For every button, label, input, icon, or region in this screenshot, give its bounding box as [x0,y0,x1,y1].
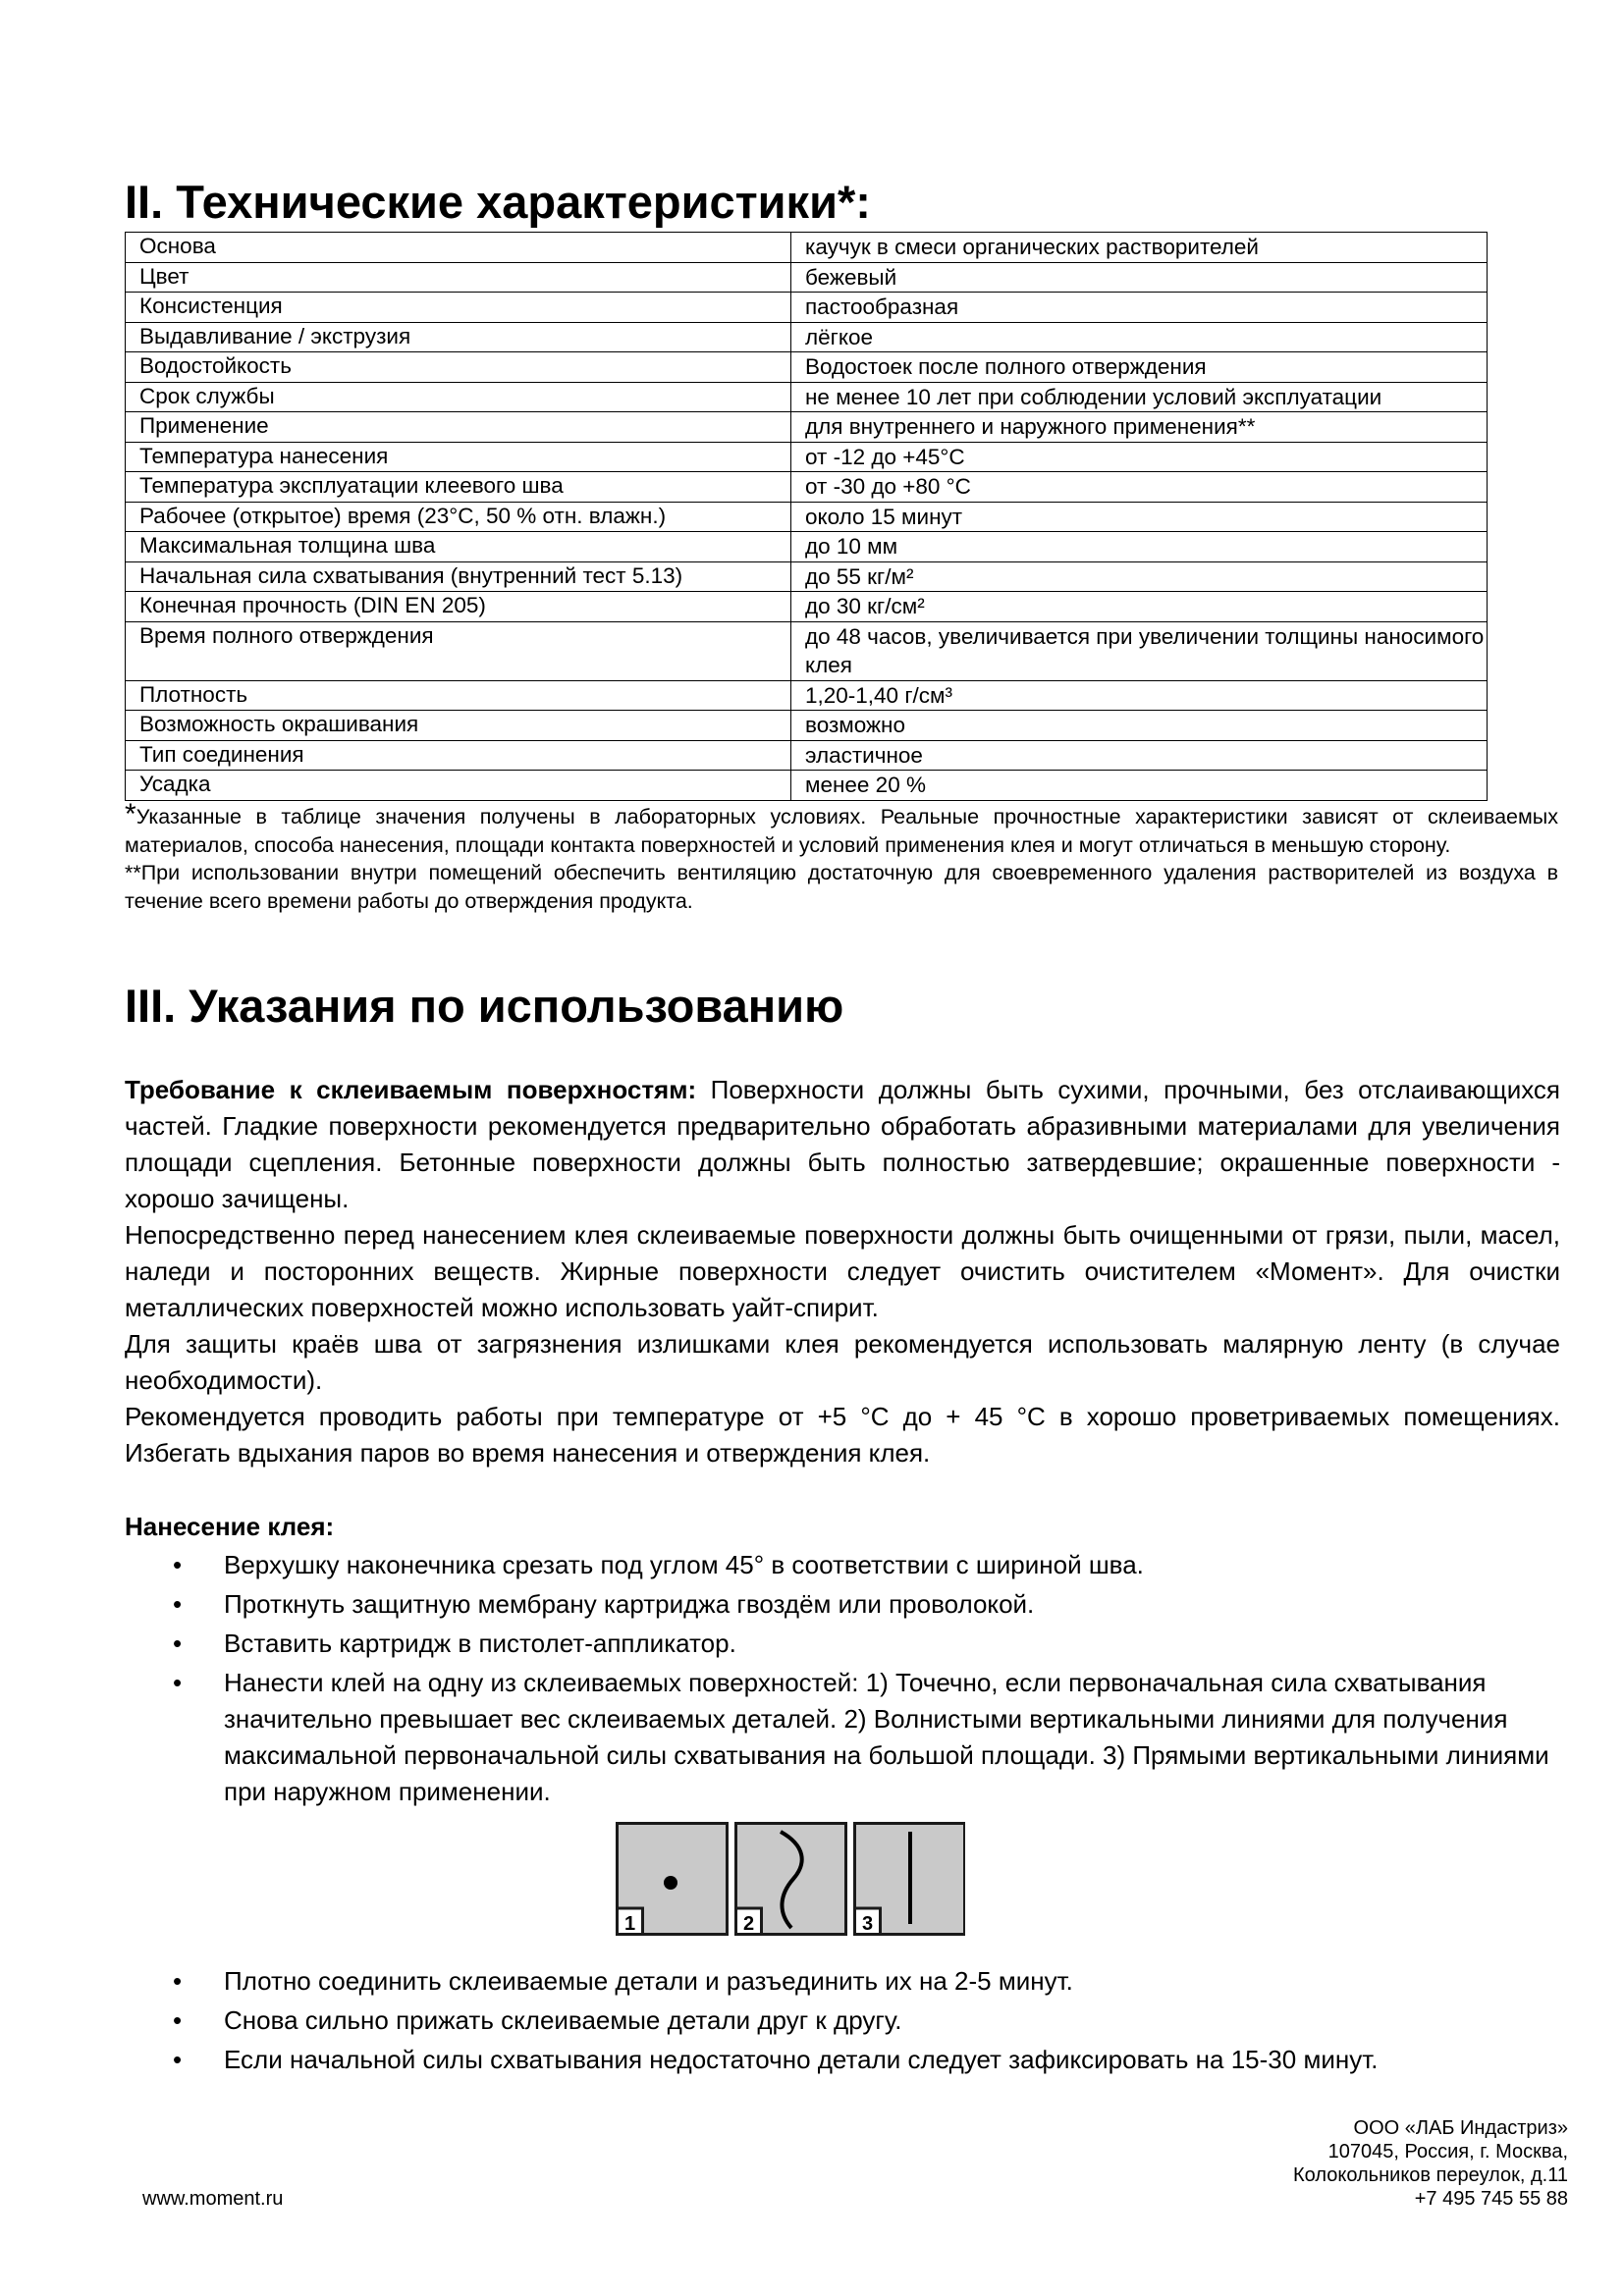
spec-value-cell: до 48 часов, увеличивается при увеличении толщины наносимого клея [791,621,1488,680]
footnote-2: **При использовании внутри помещений обеспечить вентиляцию достаточную для своевременного удаления растворителей из воздуха в течение всего времени работы до отверждения продукта. [125,861,1558,913]
spec-value-cell: менее 20 % [791,771,1488,801]
spec-property-cell: Рабочее (открытое) время (23°С, 50 % отн. влажн.) [126,502,791,532]
spec-property-cell: Конечная прочность (DIN EN 205) [126,592,791,622]
bullet-icon: • [173,1966,183,1996]
bullet-icon: • [173,1589,183,1619]
temperature-paragraph: Рекомендуется проводить работы при температуре от +5 °С до + 45 °С в хорошо проветриваемых помещениях. Избегать вдыхания паров во время нанесения и отверждения клея. [125,1402,1560,1468]
spec-property-cell: Температура эксплуатации клеевого шва [126,472,791,503]
spec-property-cell: Водостойкость [126,352,791,383]
address-line-2: Колокольников переулок, д.11 [1293,2164,1568,2186]
bullet-icon: • [173,1629,183,1658]
bullet-icon: • [173,1668,183,1697]
table-row [126,293,1488,323]
spec-value-cell: от -30 до +80 °С [791,472,1488,503]
list-item-text: Плотно соединить склеиваемые детали и разъединить их на 2-5 минут. [224,1966,1073,1996]
company-address [1293,2116,1568,2211]
spec-property-cell: Основа [126,233,791,263]
spec-property-cell: Плотность [126,680,791,711]
table-row [126,472,1488,503]
bullet-icon: • [173,2045,183,2074]
table-footnotes [125,798,1558,915]
bullet-icon: • [173,2005,183,2035]
table-row [126,532,1488,562]
table-row [126,592,1488,622]
application-patterns-figure [616,1822,965,1938]
list-item [125,1626,1560,1662]
spec-property-cell: Применение [126,412,791,443]
list-item [125,2002,1560,2039]
spec-value-cell: Водостоек после полного отверждения [791,352,1488,383]
table-row [126,352,1488,383]
spec-property-cell: Тип соединения [126,740,791,771]
pattern-straight-panel [855,1824,965,1936]
spec-property-cell: Начальная сила схватывания (внутренний тест 5.13) [126,561,791,592]
spec-property-cell: Цвет [126,262,791,293]
spec-property-cell: Максимальная толщина шва [126,532,791,562]
company-name: ООО «ЛАБ Индастриз» [1353,2117,1568,2139]
table-row [126,771,1488,801]
list-item-text: Верхушку наконечника срезать под углом 45° в соответствии с шириной шва. [224,1550,1144,1579]
table-row [126,233,1488,263]
list-item [125,1586,1560,1623]
surface-requirements-label: Требование к склеиваемым поверхностям: [125,1075,697,1104]
spec-property-cell: Выдавливание / экструзия [126,322,791,352]
spec-value-cell: до 10 мм [791,532,1488,562]
surface-requirements-paragraph [125,1072,1560,1217]
panel-number: 1 [623,1913,636,1935]
table-row [126,382,1488,412]
spec-property-cell: Срок службы [126,382,791,412]
table-row [126,621,1488,680]
list-item-text: Если начальной силы схватывания недостаточно детали следует зафиксировать на 15-30 минут. [224,2045,1379,2074]
table-row [126,322,1488,352]
spec-value-cell: пастообразная [791,293,1488,323]
pattern-dots-panel [618,1824,728,1936]
specs-table-body [126,233,1488,801]
pattern-wavy-panel [736,1824,846,1936]
list-item [125,1547,1560,1583]
phone-number: +7 495 745 55 88 [1414,2188,1568,2210]
section-2-title: II. Технические характеристики*: [125,176,871,228]
spec-value-cell: до 55 кг/м² [791,561,1488,592]
table-row [126,561,1488,592]
application-steps-list-2 [125,1963,1560,2081]
specs-table [125,232,1488,801]
spec-property-cell: Усадка [126,771,791,801]
spec-value-cell: возможно [791,711,1488,741]
spec-value-cell: для внутреннего и наружного применения** [791,412,1488,443]
table-row [126,262,1488,293]
application-title: Нанесение клея: [125,1512,335,1541]
spec-value-cell: каучук в смеси органических растворителей [791,233,1488,263]
usage-instructions [125,1072,1560,1471]
footnote-1-star: * [125,798,136,830]
table-row [126,740,1488,771]
list-item-text: Вставить картридж в пистолет-аппликатор. [224,1629,736,1658]
spec-value-cell: до 30 кг/см² [791,592,1488,622]
list-item [125,1665,1560,1810]
surface-requirements-text: Поверхности должны быть сухими, прочными, без отслаивающихся частей. Гладкие поверхности рекомендуется предварительно обработать абразивными материалами для увеличения площади сцепления. Бетонные поверхности должны быть полностью затвердевшие; окрашенные поверхности - хорошо зачищены. [125,1075,1560,1213]
website-link[interactable]: www.moment.ru [142,2188,284,2210]
spec-value-cell: не менее 10 лет при соблюдении условий эксплуатации [791,382,1488,412]
dot-pattern-icon [664,1876,677,1890]
table-row [126,680,1488,711]
application-steps-list [125,1547,1560,1813]
spec-value-cell: лёгкое [791,322,1488,352]
section-3-title: III. Указания по использованию [125,980,844,1032]
footnote-1-text: Указанные в таблице значения получены в лабораторных условиях. Реальные прочностные характеристики зависят от склеиваемых материалов, способа нанесения, площади контакта поверхностей и условий применения клея и могут отличаться в меньшую сторону. [125,805,1558,857]
address-line-1: 107045, Россия, г. Москва, [1327,2141,1568,2163]
table-row [126,442,1488,472]
tape-paragraph: Для защиты краёв шва от загрязнения излишками клея рекомендуется использовать малярную ленту (в случае необходимости). [125,1329,1560,1395]
list-item-text: Нанести клей на одну из склеиваемых поверхностей: 1) Точечно, если первоначальная сила схватывания значительно превышает вес склеиваемых деталей. 2) Волнистыми вертикальными линиями для получения максимальной первоначальной силы схватывания на большой площади. 3) Прямыми вертикальными линиями при наружном применении. [224,1668,1549,1806]
spec-property-cell: Возможность окрашивания [126,711,791,741]
cleaning-paragraph: Непосредственно перед нанесением клея склеиваемые поверхности должны быть очищенными от грязи, пыли, масел, наледи и посторонних веществ. Жирные поверхности следует очистить очистителем «Момент». Для очистки металлических поверхностей можно использовать уайт-спирит. [125,1220,1560,1322]
spec-value-cell: бежевый [791,262,1488,293]
spec-value-cell: 1,20-1,40 г/см³ [791,680,1488,711]
spec-value-cell: эластичное [791,740,1488,771]
panel-number: 3 [861,1913,874,1935]
table-row [126,502,1488,532]
spec-property-cell: Время полного отверждения [126,621,791,680]
table-row [126,412,1488,443]
spec-value-cell: около 15 минут [791,502,1488,532]
list-item-text: Снова сильно прижать склеиваемые детали друг к другу. [224,2005,902,2035]
list-item-text: Проткнуть защитную мембрану картриджа гвоздём или проволокой. [224,1589,1035,1619]
table-row [126,711,1488,741]
spec-property-cell: Консистенция [126,293,791,323]
list-item [125,2042,1560,2078]
footnote-1 [125,798,1558,859]
spec-property-cell: Температура нанесения [126,442,791,472]
spec-value-cell: от -12 до +45°С [791,442,1488,472]
panel-number: 2 [742,1913,755,1935]
bullet-icon: • [173,1550,183,1579]
list-item [125,1963,1560,2000]
